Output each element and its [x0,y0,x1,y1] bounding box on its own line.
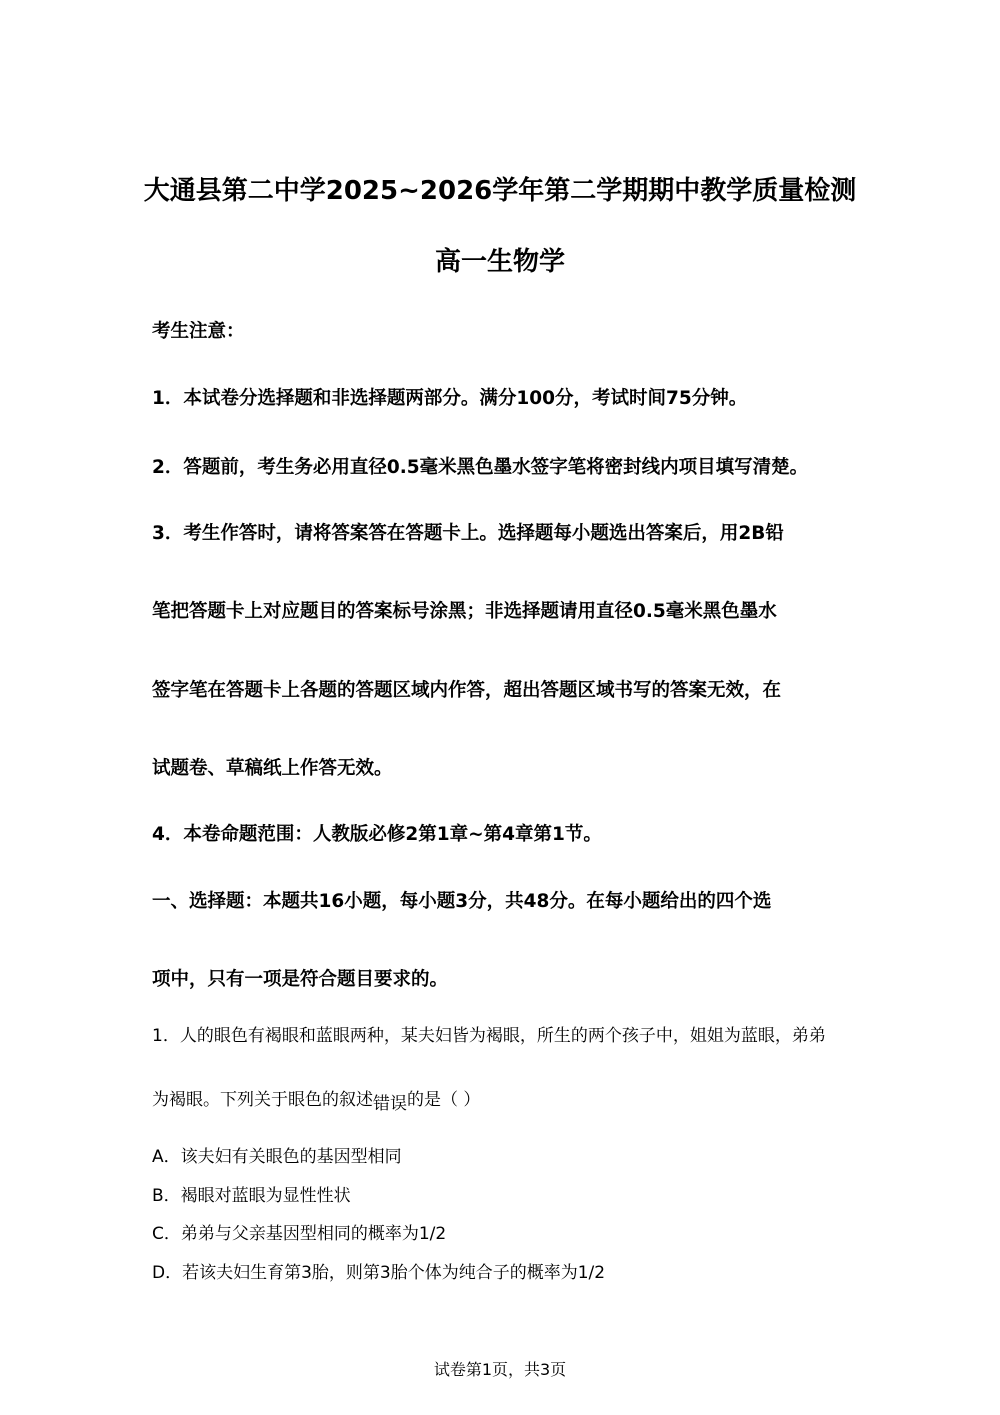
question-1-stem-line-2 [152,1085,481,1114]
notice-item-3-line-1: 3．考生作答时，请将答案答在答题卡上。选择题每小题选出答案后，用2B铅 [152,523,784,544]
exam-title: 大通县第二中学2025~2026学年第二学期期中教学质量检测 [143,176,857,206]
section-heading-line-2: 项中，只有一项是符合题目要求的。 [152,969,449,990]
question-1-option-c: C．弟弟与父亲基因型相同的概率为1/2 [152,1224,447,1244]
section-heading-line-1: 一、选择题：本题共16小题，每小题3分，共48分。在每小题给出的四个选 [152,891,772,912]
question-1-answer-bracket: 的是（ ） [407,1090,481,1110]
question-1-option-b: B．褐眼对蓝眼为显性性状 [152,1186,351,1206]
question-1-option-a: A．该夫妇有关眼色的基因型相同 [152,1147,402,1167]
notice-item-3-line-4: 试题卷、草稿纸上作答无效。 [152,758,393,779]
page-footer: 试卷第1页，共3页 [433,1360,567,1379]
question-1-stem-line-1: 1．人的眼色有褐眼和蓝眼两种，某夫妇皆为褐眼，所生的两个孩子中，姐姐为蓝眼，弟弟 [152,1026,826,1046]
notice-item-3-line-2: 笔把答题卡上对应题目的答案标号涂黑；非选择题请用直径0.5毫米黑色墨水 [152,601,777,622]
notice-item-3-line-3: 签字笔在答题卡上各题的答题区域内作答，超出答题区域书写的答案无效，在 [152,680,782,701]
question-1-stem-text: 为褐眼。下列关于眼色的叙述 [152,1090,373,1110]
notice-item-4: 4．本卷命题范围：人教版必修2第1章~第4章第1节。 [152,824,602,845]
notice-item-1: 1．本试卷分选择题和非选择题两部分。满分100分，考试时间75分钟。 [152,388,748,409]
exam-subject: 高一生物学 [434,247,565,277]
notice-item-2: 2．答题前，考生务必用直径0.5毫米黑色墨水签字笔将密封线内项目填写清楚。 [152,457,809,478]
question-1-emphasis: 错误 [373,1094,407,1114]
question-1-option-d: D．若该夫妇生育第3胎，则第3胎个体为纯合子的概率为1/2 [152,1263,606,1283]
notice-heading: 考生注意： [152,321,245,342]
